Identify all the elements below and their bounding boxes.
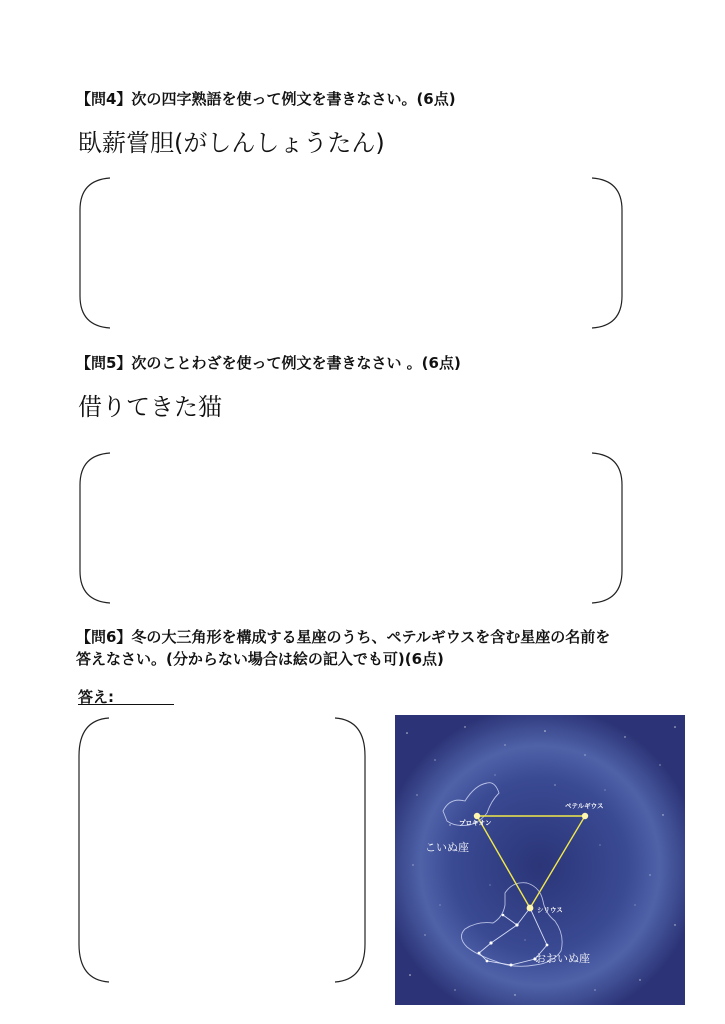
star-map — [395, 715, 685, 1005]
label-procyon: プロキオン — [459, 819, 492, 827]
answer-label: 答え: — [78, 688, 114, 706]
label-sirius: シリウス — [537, 906, 563, 914]
question-6-header-line1: 【問6】冬の大三角形を構成する星座のうち、ペテルギウスを含む星座の名前を — [76, 628, 611, 646]
answer-box-q5[interactable] — [78, 451, 624, 605]
question-6-header-line2: 答えなさい。(分からない場合は絵の記入でも可)(6点) — [76, 650, 444, 668]
sirius-star — [527, 905, 534, 912]
label-betelgeuse: ペテルギウス — [565, 802, 604, 810]
label-canis-minor: こいぬ座 — [425, 841, 469, 854]
question-5-term: 借りてきた猫 — [78, 393, 222, 421]
betelgeuse-star — [582, 813, 588, 819]
answer-box-q6[interactable] — [77, 716, 369, 984]
label-canis-major: おおいぬ座 — [535, 952, 590, 965]
winter-triangle-figure — [395, 715, 685, 1005]
question-4-term: 臥薪嘗胆(がしんしょうたん) — [78, 129, 385, 157]
question-4-header: 【問4】次の四字熟語を使って例文を書きなさい。(6点) — [76, 90, 456, 108]
question-5-header: 【問5】次のことわざを使って例文を書きなさい 。(6点) — [76, 354, 461, 372]
answer-underline[interactable] — [78, 704, 174, 705]
answer-box-q4[interactable] — [78, 176, 624, 330]
